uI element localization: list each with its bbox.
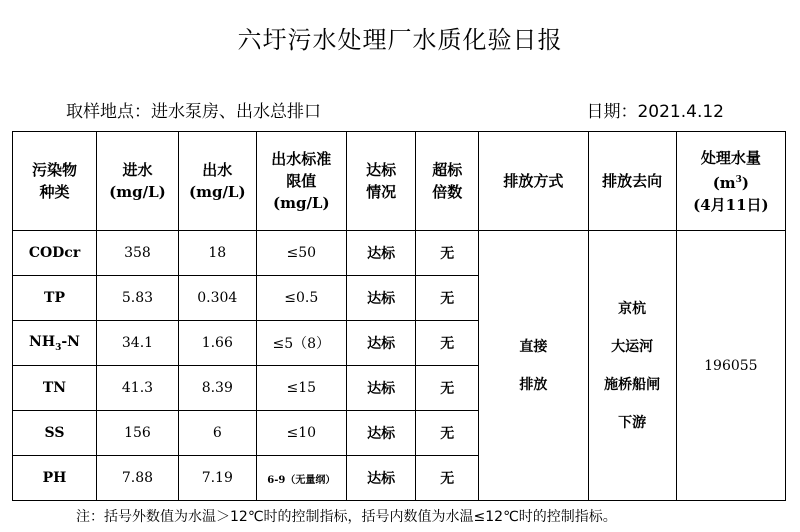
effluent-value: 18 bbox=[178, 231, 256, 276]
parameter-name: $NH_3-N$ bbox=[13, 321, 97, 366]
exceed-value: 无 bbox=[416, 231, 479, 276]
header-row bbox=[13, 132, 786, 231]
exceed-value: 无 bbox=[416, 456, 479, 501]
status-value: 达标 bbox=[346, 231, 415, 276]
header-limit-line2: 限值 bbox=[286, 172, 317, 190]
discharge-method-cell bbox=[479, 231, 588, 501]
influent-value: 7.88 bbox=[97, 456, 179, 501]
header-limit bbox=[256, 132, 346, 231]
influent-value: 358 bbox=[97, 231, 179, 276]
header-exceed-line1: 超标 bbox=[432, 161, 463, 179]
header-limit-line3: (mg/L) bbox=[273, 194, 330, 212]
limit-value: 6-9（无量纲） bbox=[256, 456, 346, 501]
effluent-value: 7.19 bbox=[178, 456, 256, 501]
header-status bbox=[346, 132, 415, 231]
limit-value: ≤0.5 bbox=[256, 276, 346, 321]
treated-volume-value: 196055 bbox=[676, 231, 785, 501]
header-effluent-line1: 出水 bbox=[202, 161, 233, 179]
limit-value: ≤5（8） bbox=[256, 321, 346, 366]
influent-value: 5.83 bbox=[97, 276, 179, 321]
header-pollutant bbox=[13, 132, 97, 231]
exceed-value: 无 bbox=[416, 276, 479, 321]
status-value: 达标 bbox=[346, 276, 415, 321]
header-influent-line2: (mg/L) bbox=[109, 183, 166, 201]
discharge-method-line1: 直接 bbox=[519, 338, 548, 355]
header-volume-line3: (4月11日) bbox=[693, 195, 769, 214]
header-effluent-line2: (mg/L) bbox=[188, 183, 246, 201]
header-influent-line1: 进水 bbox=[122, 161, 153, 179]
destination-line1: 京杭 bbox=[618, 300, 647, 317]
influent-value: 34.1 bbox=[97, 321, 179, 366]
report-date: 日期：2021.4.12 bbox=[586, 102, 724, 122]
status-value: 达标 bbox=[346, 411, 415, 456]
header-influent bbox=[97, 132, 179, 231]
header-status-line1: 达标 bbox=[366, 161, 397, 179]
effluent-value: 0.304 bbox=[178, 276, 256, 321]
parameter-name: CODcr bbox=[13, 231, 97, 276]
status-value: 达标 bbox=[346, 321, 415, 366]
header-treated-volume bbox=[676, 132, 785, 231]
report-title: 六圩污水处理厂水质化验日报 bbox=[237, 26, 563, 54]
water-quality-table bbox=[12, 131, 786, 501]
header-status-line2: 情况 bbox=[366, 183, 397, 201]
influent-value: 41.3 bbox=[97, 366, 179, 411]
header-discharge-method: 排放方式 bbox=[479, 132, 588, 231]
header-exceed bbox=[416, 132, 479, 231]
destination-line3: 施桥船闸 bbox=[604, 376, 661, 393]
header-volume-line2: $(m^3)$ bbox=[712, 173, 750, 192]
limit-value: ≤50 bbox=[256, 231, 346, 276]
destination-line2: 大运河 bbox=[611, 338, 654, 355]
sampling-location: 取样地点：进水泵房、出水总排口 bbox=[66, 102, 321, 122]
exceed-value: 无 bbox=[416, 411, 479, 456]
effluent-value: 8.39 bbox=[178, 366, 256, 411]
header-pollutant-line1: 污染物 bbox=[32, 161, 78, 179]
parameter-name: TN bbox=[13, 366, 97, 411]
effluent-value: 1.66 bbox=[178, 321, 256, 366]
header-limit-line1: 出水标准 bbox=[271, 150, 332, 168]
header-effluent bbox=[178, 132, 256, 231]
limit-value: ≤10 bbox=[256, 411, 346, 456]
footnote: 注：括号外数值为水温＞12℃时的控制指标，括号内数值为水温≤12℃时的控制指标。 bbox=[76, 509, 617, 525]
parameter-name: TP bbox=[13, 276, 97, 321]
parameter-name: SS bbox=[13, 411, 97, 456]
parameter-name: PH bbox=[13, 456, 97, 501]
header-volume-line1: 处理水量 bbox=[700, 148, 761, 167]
header-exceed-line2: 倍数 bbox=[432, 183, 463, 201]
table-row-codcr bbox=[13, 231, 786, 276]
header-pollutant-line2: 种类 bbox=[39, 183, 70, 201]
destination-line4: 下游 bbox=[618, 414, 647, 431]
status-value: 达标 bbox=[346, 366, 415, 411]
limit-value: ≤15 bbox=[256, 366, 346, 411]
discharge-method-line2: 排放 bbox=[519, 376, 548, 393]
discharge-destination-cell bbox=[588, 231, 676, 501]
exceed-value: 无 bbox=[416, 366, 479, 411]
status-value: 达标 bbox=[346, 456, 415, 501]
influent-value: 156 bbox=[97, 411, 179, 456]
exceed-value: 无 bbox=[416, 321, 479, 366]
header-discharge-destination: 排放去向 bbox=[588, 132, 676, 231]
effluent-value: 6 bbox=[178, 411, 256, 456]
